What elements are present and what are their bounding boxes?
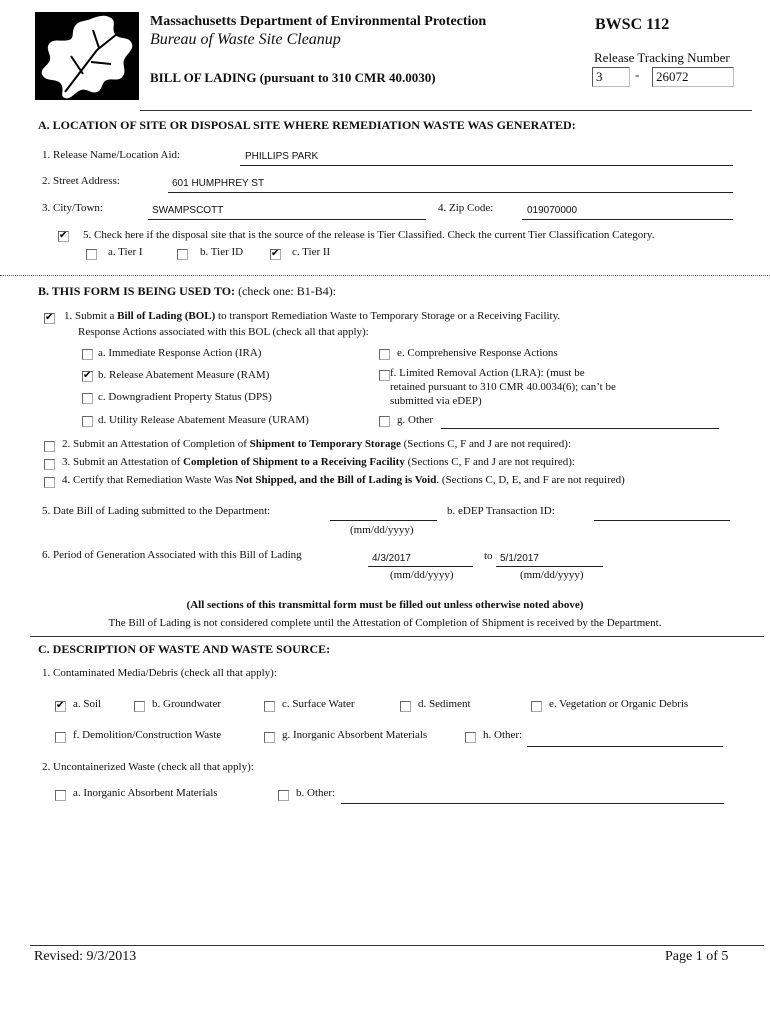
lra-label-line1: f. Limited Removal Action (LRA): (must be <box>390 367 585 379</box>
city-underline <box>148 219 426 220</box>
cra-label: e. Comprehensive Response Actions <box>397 347 558 359</box>
period-from-format: (mm/dd/yyyy) <box>390 569 454 581</box>
header-divider <box>140 110 752 111</box>
groundwater-checkbox[interactable] <box>134 701 145 712</box>
other-action-checkbox[interactable] <box>379 416 390 427</box>
city-field[interactable]: SWAMPSCOTT <box>152 205 224 216</box>
date-submitted-label: 5. Date Bill of Lading submitted to the Department: <box>42 505 271 517</box>
media-label: 1. Contaminated Media/Debris (check all that apply): <box>42 667 277 679</box>
lra-checkbox[interactable] <box>379 370 390 381</box>
inorganic-checkbox[interactable] <box>264 732 275 743</box>
media-other-checkbox[interactable] <box>465 732 476 743</box>
cra-checkbox[interactable] <box>379 349 390 360</box>
release-name-field[interactable]: PHILLIPS PARK <box>245 151 319 162</box>
street-label: 2. Street Address: <box>42 175 120 187</box>
surface-water-checkbox[interactable] <box>264 701 275 712</box>
b2-checkbox[interactable] <box>44 441 55 452</box>
tier-id-label: b. Tier ID <box>200 246 244 258</box>
period-from-field[interactable]: 4/3/2017 <box>372 553 411 564</box>
u-other-label: b. Other: <box>296 787 336 799</box>
rtn-dash: - <box>635 67 640 82</box>
rtn-number-field[interactable]: 26072 <box>652 67 734 87</box>
b4-checkbox[interactable] <box>44 477 55 488</box>
b3-label: 3. Submit an Attestation of Completion of Shipment to a Receiving Facility (Sections C, F and J are not required): <box>62 456 575 468</box>
u-inorganic-checkbox[interactable] <box>55 790 66 801</box>
b1-sub-label: Response Actions associated with this BOL (check all that apply): <box>78 326 369 338</box>
section-c-title: C. DESCRIPTION OF WASTE AND WASTE SOURCE: <box>38 642 331 656</box>
required-note: (All sections of this transmittal form must be filled out unless otherwise noted above) <box>186 599 584 611</box>
uram-label: d. Utility Release Abatement Measure (URAM) <box>98 414 309 426</box>
section-a-title: A. LOCATION OF SITE OR DISPOSAL SITE WHERE REMEDIATION WASTE WAS GENERATED: <box>38 118 576 132</box>
other-action-label: g. Other <box>397 414 434 426</box>
demolition-label: f. Demolition/Construction Waste <box>73 729 222 741</box>
b4-label: 4. Certify that Remediation Waste Was Not Shipped, and the Bill of Lading is Void. (Sections C, D, E, and F are not required) <box>62 474 625 486</box>
other-action-field[interactable] <box>441 428 719 429</box>
u-inorganic-label: a. Inorganic Absorbent Materials <box>73 787 218 799</box>
sediment-label: d. Sediment <box>418 698 471 710</box>
vegetation-checkbox[interactable] <box>531 701 542 712</box>
section-b-title-text: B. THIS FORM IS BEING USED TO: <box>38 284 236 298</box>
tier-i-label: a. Tier I <box>108 246 143 258</box>
tier-id-checkbox[interactable] <box>177 249 188 260</box>
dps-label: c. Downgradient Property Status (DPS) <box>98 391 272 403</box>
uram-checkbox[interactable] <box>82 416 93 427</box>
tier-ii-label: c. Tier II <box>292 246 331 258</box>
u-other-field[interactable] <box>341 803 724 804</box>
street-field[interactable]: 601 HUMPHREY ST <box>172 178 265 189</box>
vegetation-label: e. Vegetation or Organic Debris <box>549 698 689 710</box>
edep-id-field[interactable] <box>594 520 730 521</box>
inorganic-label: g. Inorganic Absorbent Materials <box>282 729 428 741</box>
oak-leaf-icon <box>35 12 139 100</box>
lra-label-line2: retained pursuant to 310 CMR 40.0034(6); can’t be <box>390 381 616 393</box>
demolition-checkbox[interactable] <box>55 732 66 743</box>
bureau-name: Bureau of Waste Site Cleanup <box>150 31 341 48</box>
mass-dep-logo <box>35 12 139 100</box>
period-to-format: (mm/dd/yyyy) <box>520 569 584 581</box>
u-other-checkbox[interactable] <box>278 790 289 801</box>
section-a-divider <box>0 275 770 276</box>
period-to-field[interactable]: 5/1/2017 <box>500 553 539 564</box>
form-code: BWSC 112 <box>595 16 670 33</box>
zip-label: 4. Zip Code: <box>438 202 494 214</box>
release-name-label: 1. Release Name/Location Aid: <box>42 149 181 161</box>
section-b-title-note: (check one: B1-B4): <box>238 284 337 298</box>
footer-divider <box>30 945 764 946</box>
period-to-underline <box>496 566 603 567</box>
period-to-word: to <box>484 550 493 562</box>
rtn-region-field[interactable]: 3 <box>592 67 630 87</box>
b1-checkbox[interactable] <box>44 313 55 324</box>
b1-label: 1. Submit a Bill of Lading (BOL) to transport Remediation Waste to Temporary Storage or a Receiving Facility. <box>64 310 561 322</box>
ram-label: b. Release Abatement Measure (RAM) <box>98 369 270 381</box>
tier-i-checkbox[interactable] <box>86 249 97 260</box>
media-other-field[interactable] <box>527 746 723 747</box>
zip-field[interactable]: 019070000 <box>527 205 578 216</box>
completion-note: The Bill of Lading is not considered complete until the Attestation of Completion of Shipment is received by the Department. <box>108 617 662 629</box>
period-from-underline <box>368 566 473 567</box>
section-b-title <box>38 284 336 299</box>
city-label: 3. City/Town: <box>42 202 103 214</box>
soil-checkbox[interactable] <box>55 701 66 712</box>
date-submitted-field[interactable] <box>330 520 437 521</box>
ram-checkbox[interactable] <box>82 371 93 382</box>
form-title: BILL OF LADING (pursuant to 310 CMR 40.0030) <box>150 70 436 85</box>
surface-water-label: c. Surface Water <box>282 698 355 710</box>
street-underline <box>168 192 733 193</box>
tier-classified-label: 5. Check here if the disposal site that is the source of the release is Tier Classified. Check the current Tier Classification Category. <box>83 229 655 241</box>
b3-checkbox[interactable] <box>44 459 55 470</box>
tier-classified-checkbox[interactable] <box>58 231 69 242</box>
zip-underline <box>522 219 733 220</box>
ira-label: a. Immediate Response Action (IRA) <box>98 347 262 359</box>
department-name: Massachusetts Department of Environmental Protection <box>150 14 487 29</box>
release-name-underline <box>240 165 733 166</box>
groundwater-label: b. Groundwater <box>152 698 222 710</box>
dps-checkbox[interactable] <box>82 393 93 404</box>
soil-label: a. Soil <box>73 698 102 710</box>
ira-checkbox[interactable] <box>82 349 93 360</box>
section-b-divider <box>30 636 764 637</box>
b2-label: 2. Submit an Attestation of Completion of Shipment to Temporary Storage (Sections C, F and J are not required): <box>62 438 572 450</box>
page-number: Page 1 of 5 <box>665 949 729 964</box>
sediment-checkbox[interactable] <box>400 701 411 712</box>
lra-label-line3: submitted via eDEP) <box>390 395 482 407</box>
date-submitted-format: (mm/dd/yyyy) <box>350 524 414 536</box>
rtn-label: Release Tracking Number <box>594 50 730 65</box>
uncontainerized-label: 2. Uncontainerized Waste (check all that apply): <box>42 761 254 773</box>
edep-id-label: b. eDEP Transaction ID: <box>447 505 555 517</box>
media-other-label: h. Other: <box>483 729 523 741</box>
revised-date: Revised: 9/3/2013 <box>34 949 137 964</box>
tier-ii-checkbox[interactable] <box>270 249 281 260</box>
period-label: 6. Period of Generation Associated with this Bill of Lading <box>42 549 302 561</box>
